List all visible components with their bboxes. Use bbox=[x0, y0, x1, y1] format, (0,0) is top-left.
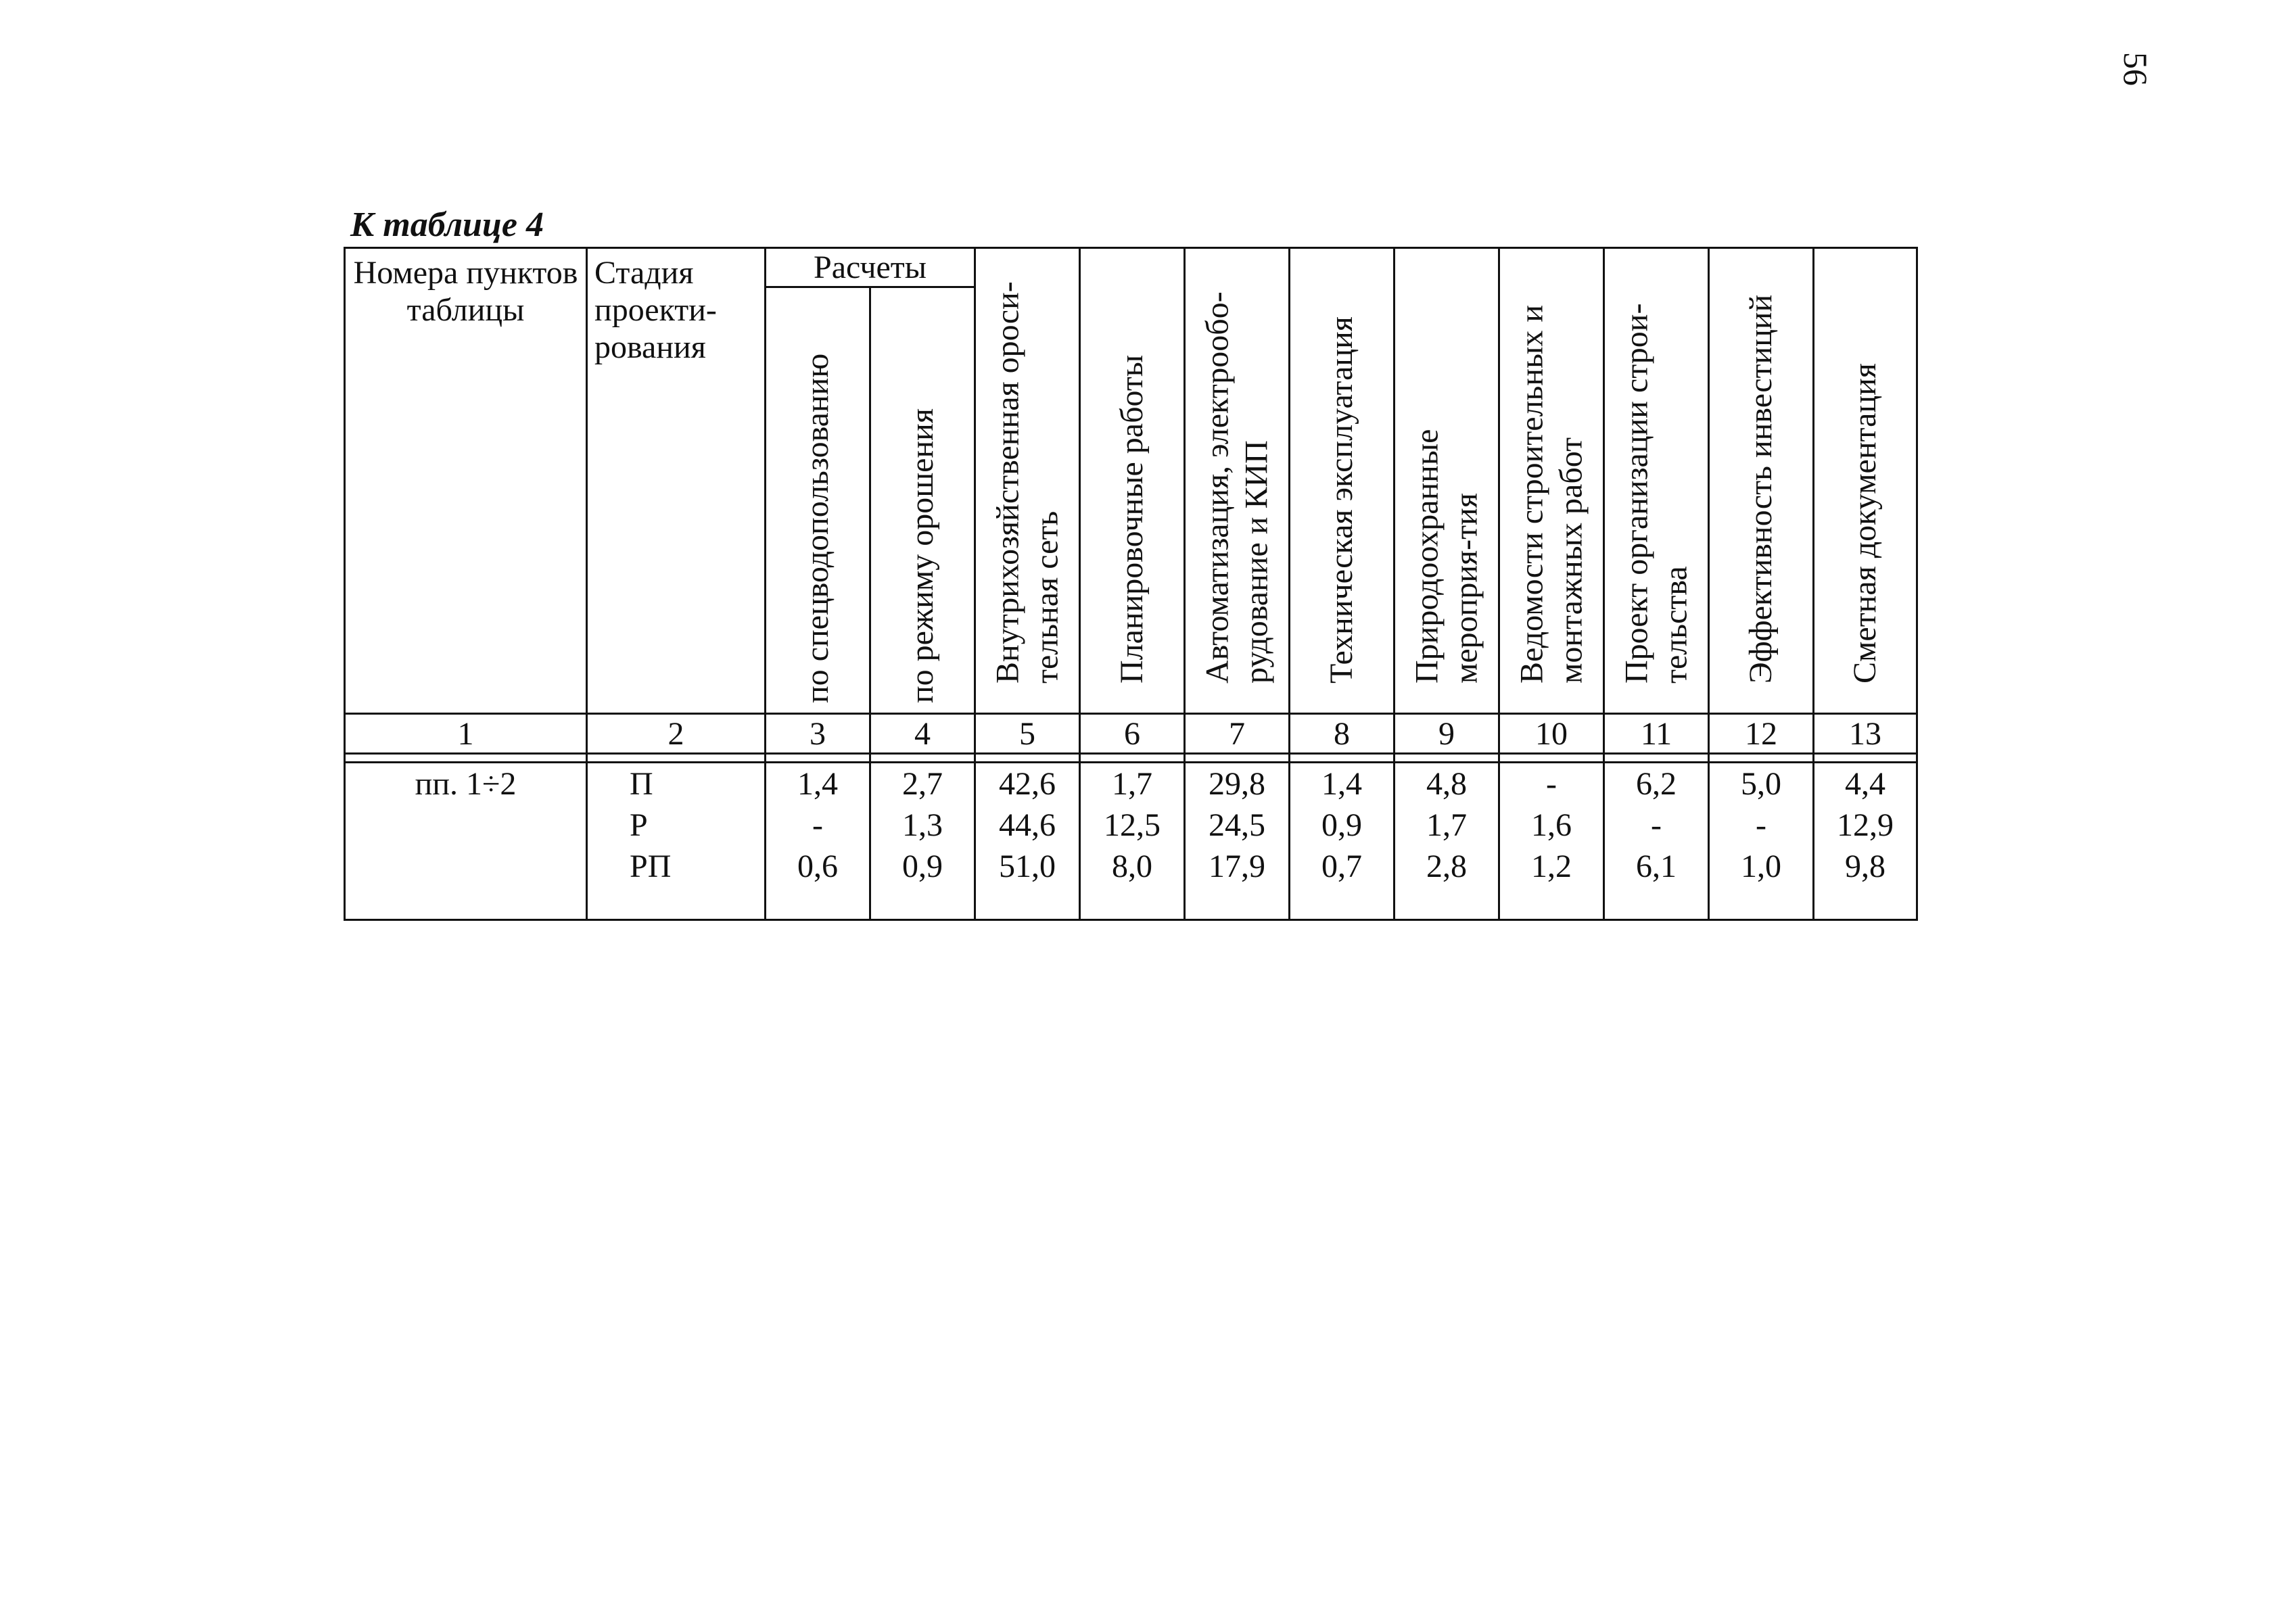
header-col-9: Природоохранные мероприя-тия bbox=[1395, 248, 1499, 714]
separator-row bbox=[345, 754, 1917, 763]
column-number: 4 bbox=[870, 714, 975, 754]
header-col-13: Сметная документация bbox=[1814, 248, 1917, 714]
column-number: 2 bbox=[587, 714, 766, 754]
header-col-12: Эффективность инвестиций bbox=[1709, 248, 1814, 714]
header-row-1 bbox=[345, 248, 1917, 287]
column-number-row bbox=[345, 714, 1917, 754]
value-cell-col-6: 1,7 12,5 8,0 bbox=[1080, 763, 1185, 920]
column-number: 8 bbox=[1290, 714, 1395, 754]
column-number: 3 bbox=[766, 714, 870, 754]
value-cell-col-13: 4,4 12,9 9,8 bbox=[1814, 763, 1917, 920]
header-col-6: Планировочные работы bbox=[1080, 248, 1185, 714]
value-cell-col-3: 1,4 - 0,6 bbox=[766, 763, 870, 920]
value-cell-col-8: 1,4 0,9 0,7 bbox=[1290, 763, 1395, 920]
header-col-5: Внутрихозяйственная ороси-тельная сеть bbox=[975, 248, 1080, 714]
header-col-10: Ведомости строительных и монтажных работ bbox=[1499, 248, 1604, 714]
table-caption: К таблице 4 bbox=[350, 206, 544, 244]
item-number-cell: пп. 1÷2 bbox=[345, 763, 587, 920]
value-cell-col-10: - 1,6 1,2 bbox=[1499, 763, 1604, 920]
table-row bbox=[345, 763, 1917, 920]
data-table bbox=[344, 247, 1918, 921]
header-col-3: по спецводопользованию bbox=[766, 287, 870, 714]
value-cell-col-12: 5,0 - 1,0 bbox=[1709, 763, 1814, 920]
value-cell-col-5: 42,6 44,6 51,0 bbox=[975, 763, 1080, 920]
column-number: 11 bbox=[1604, 714, 1709, 754]
header-calculations: Расчеты bbox=[766, 248, 975, 287]
header-col-4: по режиму орошения bbox=[870, 287, 975, 714]
page-number: 56 bbox=[2117, 52, 2155, 86]
column-number: 12 bbox=[1709, 714, 1814, 754]
value-cell-col-9: 4,8 1,7 2,8 bbox=[1395, 763, 1499, 920]
header-col-11: Проект организации строи-тельства bbox=[1604, 248, 1709, 714]
column-number: 6 bbox=[1080, 714, 1185, 754]
header-design-stage: Стадия проекти-рования bbox=[587, 248, 766, 714]
stage-cell: П Р РП bbox=[587, 763, 766, 920]
value-cell-col-7: 29,8 24,5 17,9 bbox=[1185, 763, 1290, 920]
column-number: 5 bbox=[975, 714, 1080, 754]
header-col-8: Техническая эксплуатация bbox=[1290, 248, 1395, 714]
column-number: 1 bbox=[345, 714, 587, 754]
header-item-numbers: Номера пунктов таблицы bbox=[345, 248, 587, 714]
column-number: 13 bbox=[1814, 714, 1917, 754]
value-cell-col-11: 6,2 - 6,1 bbox=[1604, 763, 1709, 920]
column-number: 7 bbox=[1185, 714, 1290, 754]
column-number: 10 bbox=[1499, 714, 1604, 754]
value-cell-col-4: 2,7 1,3 0,9 bbox=[870, 763, 975, 920]
header-col-7: Автоматизация, электрообо-рудование и КИП bbox=[1185, 248, 1290, 714]
column-number: 9 bbox=[1395, 714, 1499, 754]
